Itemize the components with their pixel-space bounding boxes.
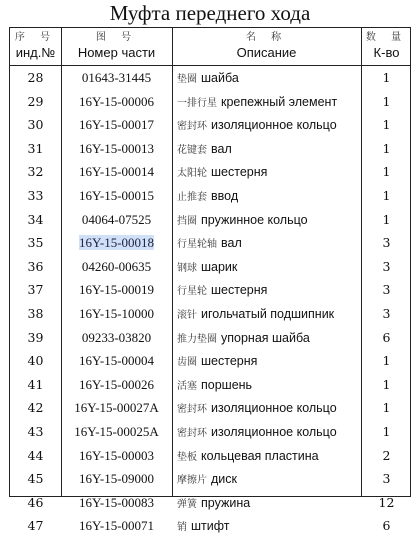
description-cn: 行星轮 [177,286,207,298]
description-ru: шайба [201,71,239,85]
part-number-text: 16Y-15-00003 [78,447,155,463]
description-cn: 止推套 [177,191,207,203]
row-quantity: 2 [382,447,391,463]
description-ru: изоляционное кольцо [211,424,337,439]
description-cn: 齿圈 [177,357,197,369]
row-quantity: 1 [382,353,391,369]
row-index: 35 [27,235,44,251]
table-row [10,396,410,420]
row-quantity: 1 [382,423,391,439]
row-description [173,184,361,208]
description-ru: пружина [201,495,251,510]
header-part-cn: 图 号 [95,32,138,43]
row-description [173,326,361,350]
row-index: 38 [27,305,44,321]
description-cn: 弹簧 [177,498,197,510]
row-index: 34 [27,211,44,227]
row-part-number[interactable] [61,90,172,114]
description-ru: упорная шайба [221,330,310,345]
row-description [173,396,361,420]
header-qty-cn: 数 量 [365,32,408,43]
row-quantity: 3 [382,305,391,321]
part-number-text: 16Y-15-00083 [78,494,155,510]
row-description [173,444,361,468]
page-title: Муфта переднего хода [109,1,311,25]
part-number-text: 16Y-15-09000 [78,471,155,487]
row-part-number[interactable] [61,231,172,255]
part-number-text: 16Y-15-00014 [78,164,155,180]
row-part-number[interactable] [61,66,172,90]
row-quantity: 3 [382,258,391,274]
table-row [10,255,410,279]
description-cn: 滚针 [177,309,197,321]
description-cn: 密封环 [177,404,207,416]
description-ru: шестерня [211,283,268,298]
row-quantity: 3 [382,235,391,251]
row-description [173,66,361,90]
row-description [173,90,361,114]
row-quantity: 12 [378,494,395,510]
row-part-number[interactable] [61,396,172,420]
row-part-number[interactable] [61,491,172,515]
part-number-text: 16Y-15-00015 [78,187,155,203]
table-row [10,184,410,208]
row-description [173,420,361,444]
row-quantity: 1 [382,211,391,227]
table-row [10,278,410,302]
row-index: 46 [27,494,44,510]
row-index: 44 [27,447,44,463]
row-index: 47 [27,518,44,534]
header-no-ru: инд.№ [15,45,56,60]
row-description [173,373,361,397]
row-quantity: 1 [382,164,391,180]
row-quantity: 1 [382,376,391,392]
description-ru: кольцевая пластина [201,448,319,463]
part-number-text: 04064-07525 [81,211,152,227]
row-index: 43 [27,423,44,439]
part-number-text: 16Y-15-00017 [78,117,155,133]
row-description [173,349,361,373]
table-row [10,444,410,468]
table-row [10,514,410,538]
row-index: 33 [27,187,44,203]
part-number-text: 16Y-15-00026 [78,376,155,392]
row-part-number[interactable] [61,208,172,232]
part-number-text: 16Y-15-10000 [78,305,155,321]
part-number-text: 01643-31445 [81,70,152,85]
table-row [10,326,410,350]
parts-table [9,27,411,534]
description-cn: 挡圈 [177,215,197,227]
description-ru: штифт [191,519,230,534]
part-number-text: 16Y-15-00006 [78,93,155,109]
description-cn: 垫圈 [177,74,197,85]
table-row [10,90,410,114]
header-desc-cn: 名 称 [245,32,288,43]
description-ru: игольчатый подшипник [201,306,335,321]
description-cn: 密封环 [177,121,207,133]
row-part-number[interactable] [61,420,172,444]
part-number-text: 04260-00635 [81,258,152,274]
description-ru: шестерня [211,165,268,180]
row-part-number[interactable] [61,278,172,302]
description-ru: шестерня [201,354,258,369]
row-description [173,231,361,255]
header-no [10,28,61,65]
row-index: 45 [27,471,44,487]
part-number-text: 16Y-15-00004 [78,353,155,369]
table-row [10,137,410,161]
row-description [173,137,361,161]
row-index: 30 [27,117,44,133]
row-quantity: 1 [382,70,391,85]
row-description [173,467,361,491]
row-quantity: 1 [382,93,391,109]
row-quantity: 1 [382,117,391,133]
description-ru: вал [221,236,242,251]
description-cn: 摩擦片 [177,475,207,487]
row-part-number[interactable] [61,326,172,350]
table-row [10,420,410,444]
description-cn: 行星轮轴 [177,239,217,251]
table-row [10,208,410,232]
part-number-text: 16Y-15-00071 [78,518,155,534]
description-ru: шарик [201,259,238,274]
description-cn: 一排行星 [177,97,217,109]
row-description [173,208,361,232]
row-index: 29 [27,93,44,109]
row-description [173,113,361,137]
description-ru: поршень [201,377,253,392]
row-quantity: 1 [382,400,391,416]
row-part-number[interactable] [61,444,172,468]
row-description [173,255,361,279]
row-description [173,514,361,538]
row-description [173,491,361,515]
row-part-number[interactable] [61,373,172,397]
header-part [61,28,172,65]
header-part-ru: Номер части [77,45,156,60]
row-part-number[interactable] [61,514,172,538]
row-part-number[interactable] [61,467,172,491]
row-quantity: 3 [382,471,391,487]
description-cn: 钢球 [177,262,197,274]
row-index: 36 [27,258,44,274]
description-ru: изоляционное кольцо [211,118,337,133]
row-part-number[interactable] [61,302,172,326]
table-row [10,66,410,90]
description-cn: 密封环 [177,427,207,439]
description-cn: 推力垫圈 [177,333,217,345]
table-row [10,113,410,137]
description-ru: вал [211,141,232,156]
description-cn: 花键套 [177,144,207,156]
row-index: 39 [27,329,44,345]
row-part-number[interactable] [61,255,172,279]
part-number-text: 16Y-15-00027A [74,400,159,416]
header-qty-ru: К-во [373,45,400,60]
part-number-text: 16Y-15-00018 [78,235,155,251]
row-index: 32 [27,164,44,180]
header-desc-ru: Описание [236,45,297,60]
row-part-number[interactable] [61,349,172,373]
table-row [10,160,410,184]
table-row [10,491,410,515]
part-number-text: 16Y-15-00013 [78,140,155,156]
table-row [10,302,410,326]
row-quantity: 6 [382,518,391,534]
table-row [10,349,410,373]
part-number-text: 16Y-15-00025A [74,423,159,439]
row-quantity: 3 [382,282,391,298]
part-number-text: 09233-03820 [81,329,152,345]
description-cn: 销 [177,522,187,534]
table-row [10,467,410,491]
row-description [173,302,361,326]
header-desc [172,28,361,65]
part-number-text: 16Y-15-00019 [78,282,155,298]
row-index: 31 [27,140,44,156]
row-part-number[interactable] [61,113,172,137]
row-part-number[interactable] [61,137,172,161]
description-ru: ввод [211,188,239,203]
table-row [10,231,410,255]
row-index: 28 [27,70,44,85]
header-qty [361,28,412,65]
table-row [10,373,410,397]
description-ru: крепежный элемент [221,94,338,109]
description-cn: 太阳轮 [177,168,207,180]
table-body [10,66,410,538]
row-index: 42 [27,400,44,416]
description-ru: диск [211,472,237,487]
header-no-cn: 序 号 [14,32,57,43]
row-quantity: 1 [382,187,391,203]
row-description [173,278,361,302]
description-ru: пружинное кольцо [201,212,308,227]
row-quantity: 1 [382,140,391,156]
row-index: 40 [27,353,44,369]
row-quantity: 6 [382,329,391,345]
row-index: 41 [27,376,44,392]
row-part-number[interactable] [61,184,172,208]
description-cn: 活塞 [177,380,197,392]
description-ru: изоляционное кольцо [211,401,337,416]
row-part-number[interactable] [61,160,172,184]
description-cn: 垫板 [177,451,197,463]
row-index: 37 [27,282,44,298]
row-description [173,160,361,184]
